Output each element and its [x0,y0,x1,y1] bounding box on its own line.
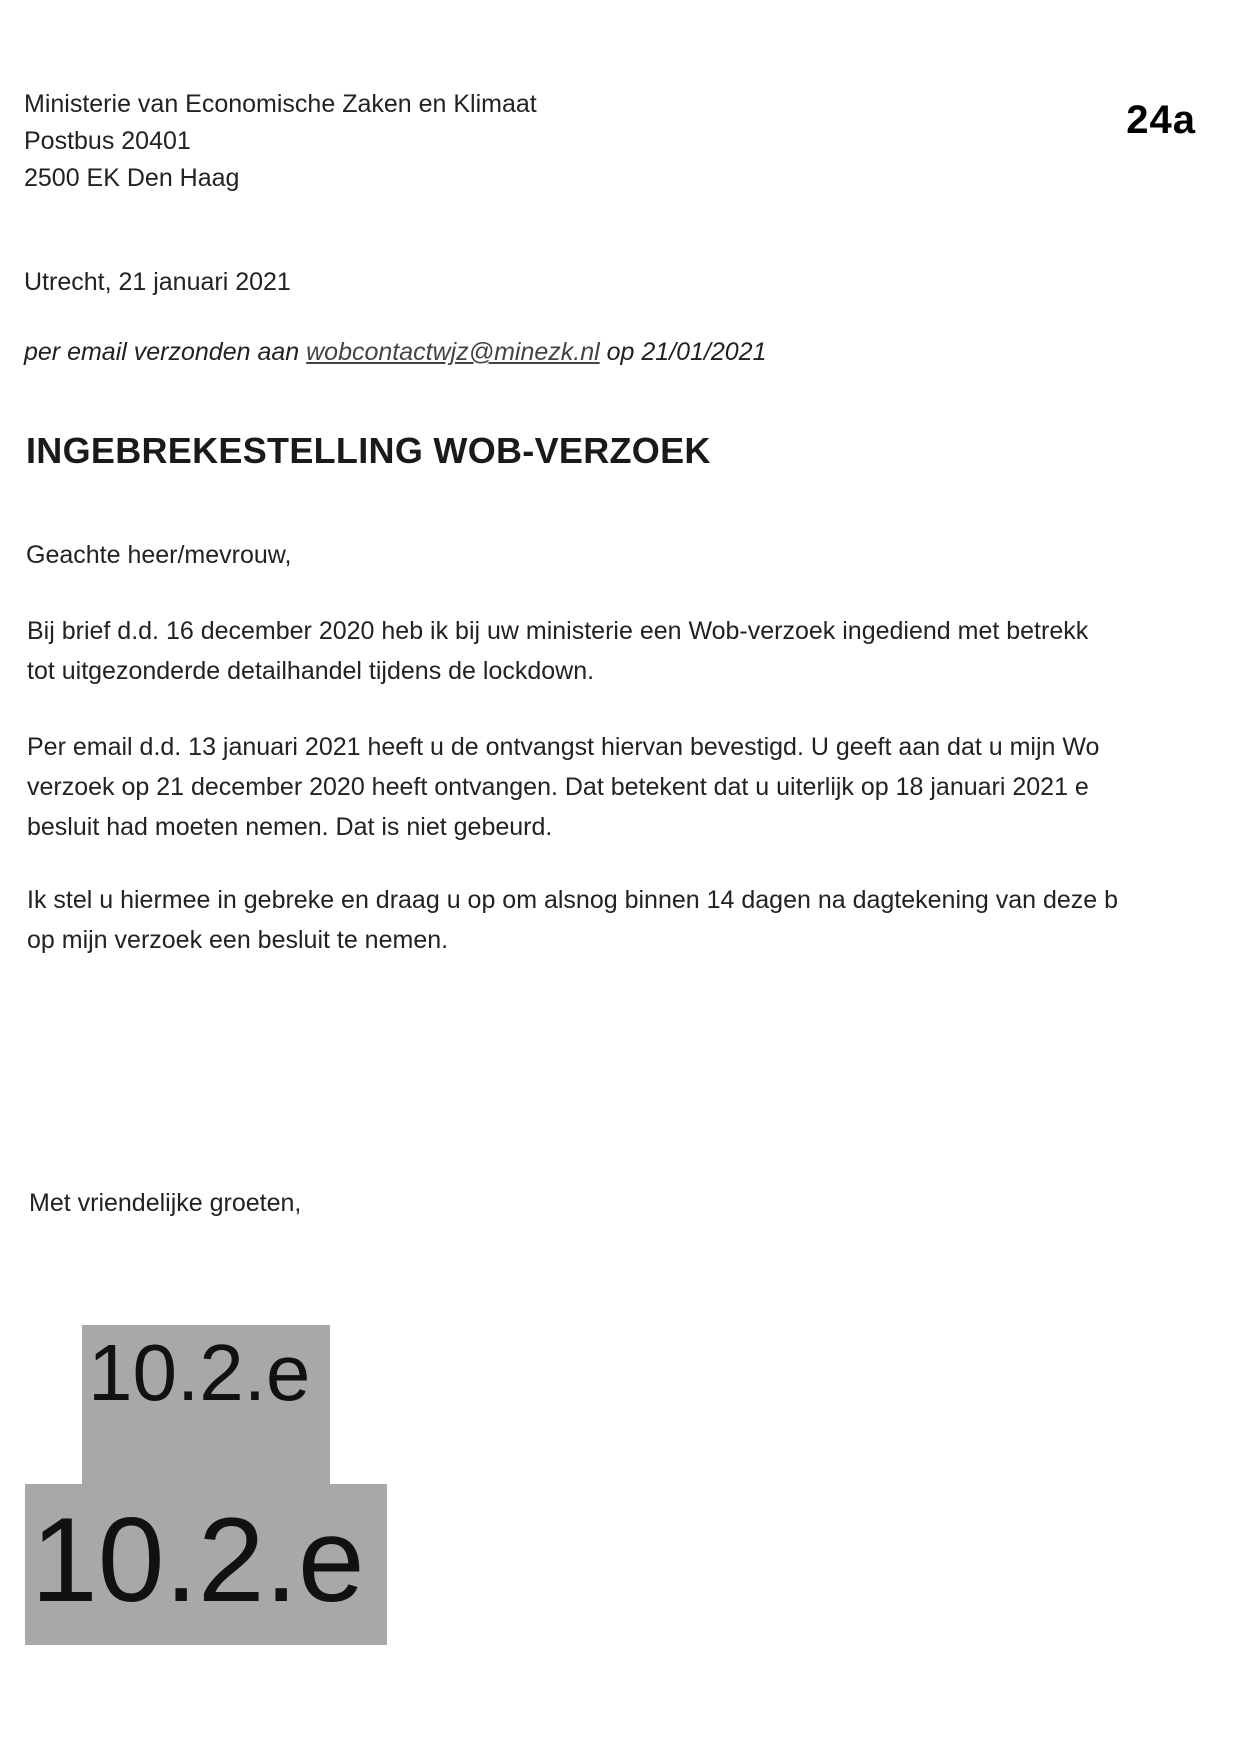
redaction-code: 10.2.e [88,1328,311,1417]
paragraph-line: besluit had moeten nemen. Dat is niet gebeurd. [27,813,553,841]
paragraph-2 [27,727,1099,847]
address-line-city: 2500 EK Den Haag [24,164,240,192]
redaction-box-name [82,1325,330,1486]
sent-prefix: per email verzonden aan [24,338,307,366]
salutation: Geachte heer/mevrouw, [26,541,292,569]
paragraph-line: tot uitgezonderde detailhandel tijdens de lockdown. [27,657,595,685]
paragraph-3 [27,880,1118,960]
email-link[interactable]: wobcontactwjz@minezk.nl [306,338,600,366]
paragraph-line: Ik stel u hiermee in gebreke en draag u op om alsnog binnen 14 dagen na dagtekening van deze b [27,886,1119,914]
recipient-address [24,86,537,197]
address-line-postbus: Postbus 20401 [24,127,191,155]
paragraph-line: op mijn verzoek een besluit te nemen. [27,926,449,954]
closing-greeting: Met vriendelijke groeten, [29,1189,302,1217]
sent-suffix: op 21/01/2021 [599,338,767,366]
redaction-box-signature [25,1484,387,1645]
sent-by-email-note [24,334,767,371]
document-number: 24a [1126,98,1196,142]
address-line-ministry: Ministerie van Economische Zaken en Klimaat [24,90,537,118]
place-date: Utrecht, 21 januari 2021 [24,268,291,296]
paragraph-line: Bij brief d.d. 16 december 2020 heb ik bij uw ministerie een Wob-verzoek ingediend met betrekk [27,617,1089,645]
letter-title: INGEBREKESTELLING WOB-VERZOEK [26,430,711,471]
paragraph-1 [27,611,1088,691]
redaction-code: 10.2.e [31,1493,365,1627]
paragraph-line: verzoek op 21 december 2020 heeft ontvangen. Dat betekent dat u uiterlijk op 18 januari 2021 e [27,773,1089,801]
paragraph-line: Per email d.d. 13 januari 2021 heeft u de ontvangst hiervan bevestigd. U geeft aan dat u mijn Wo [27,733,1100,761]
